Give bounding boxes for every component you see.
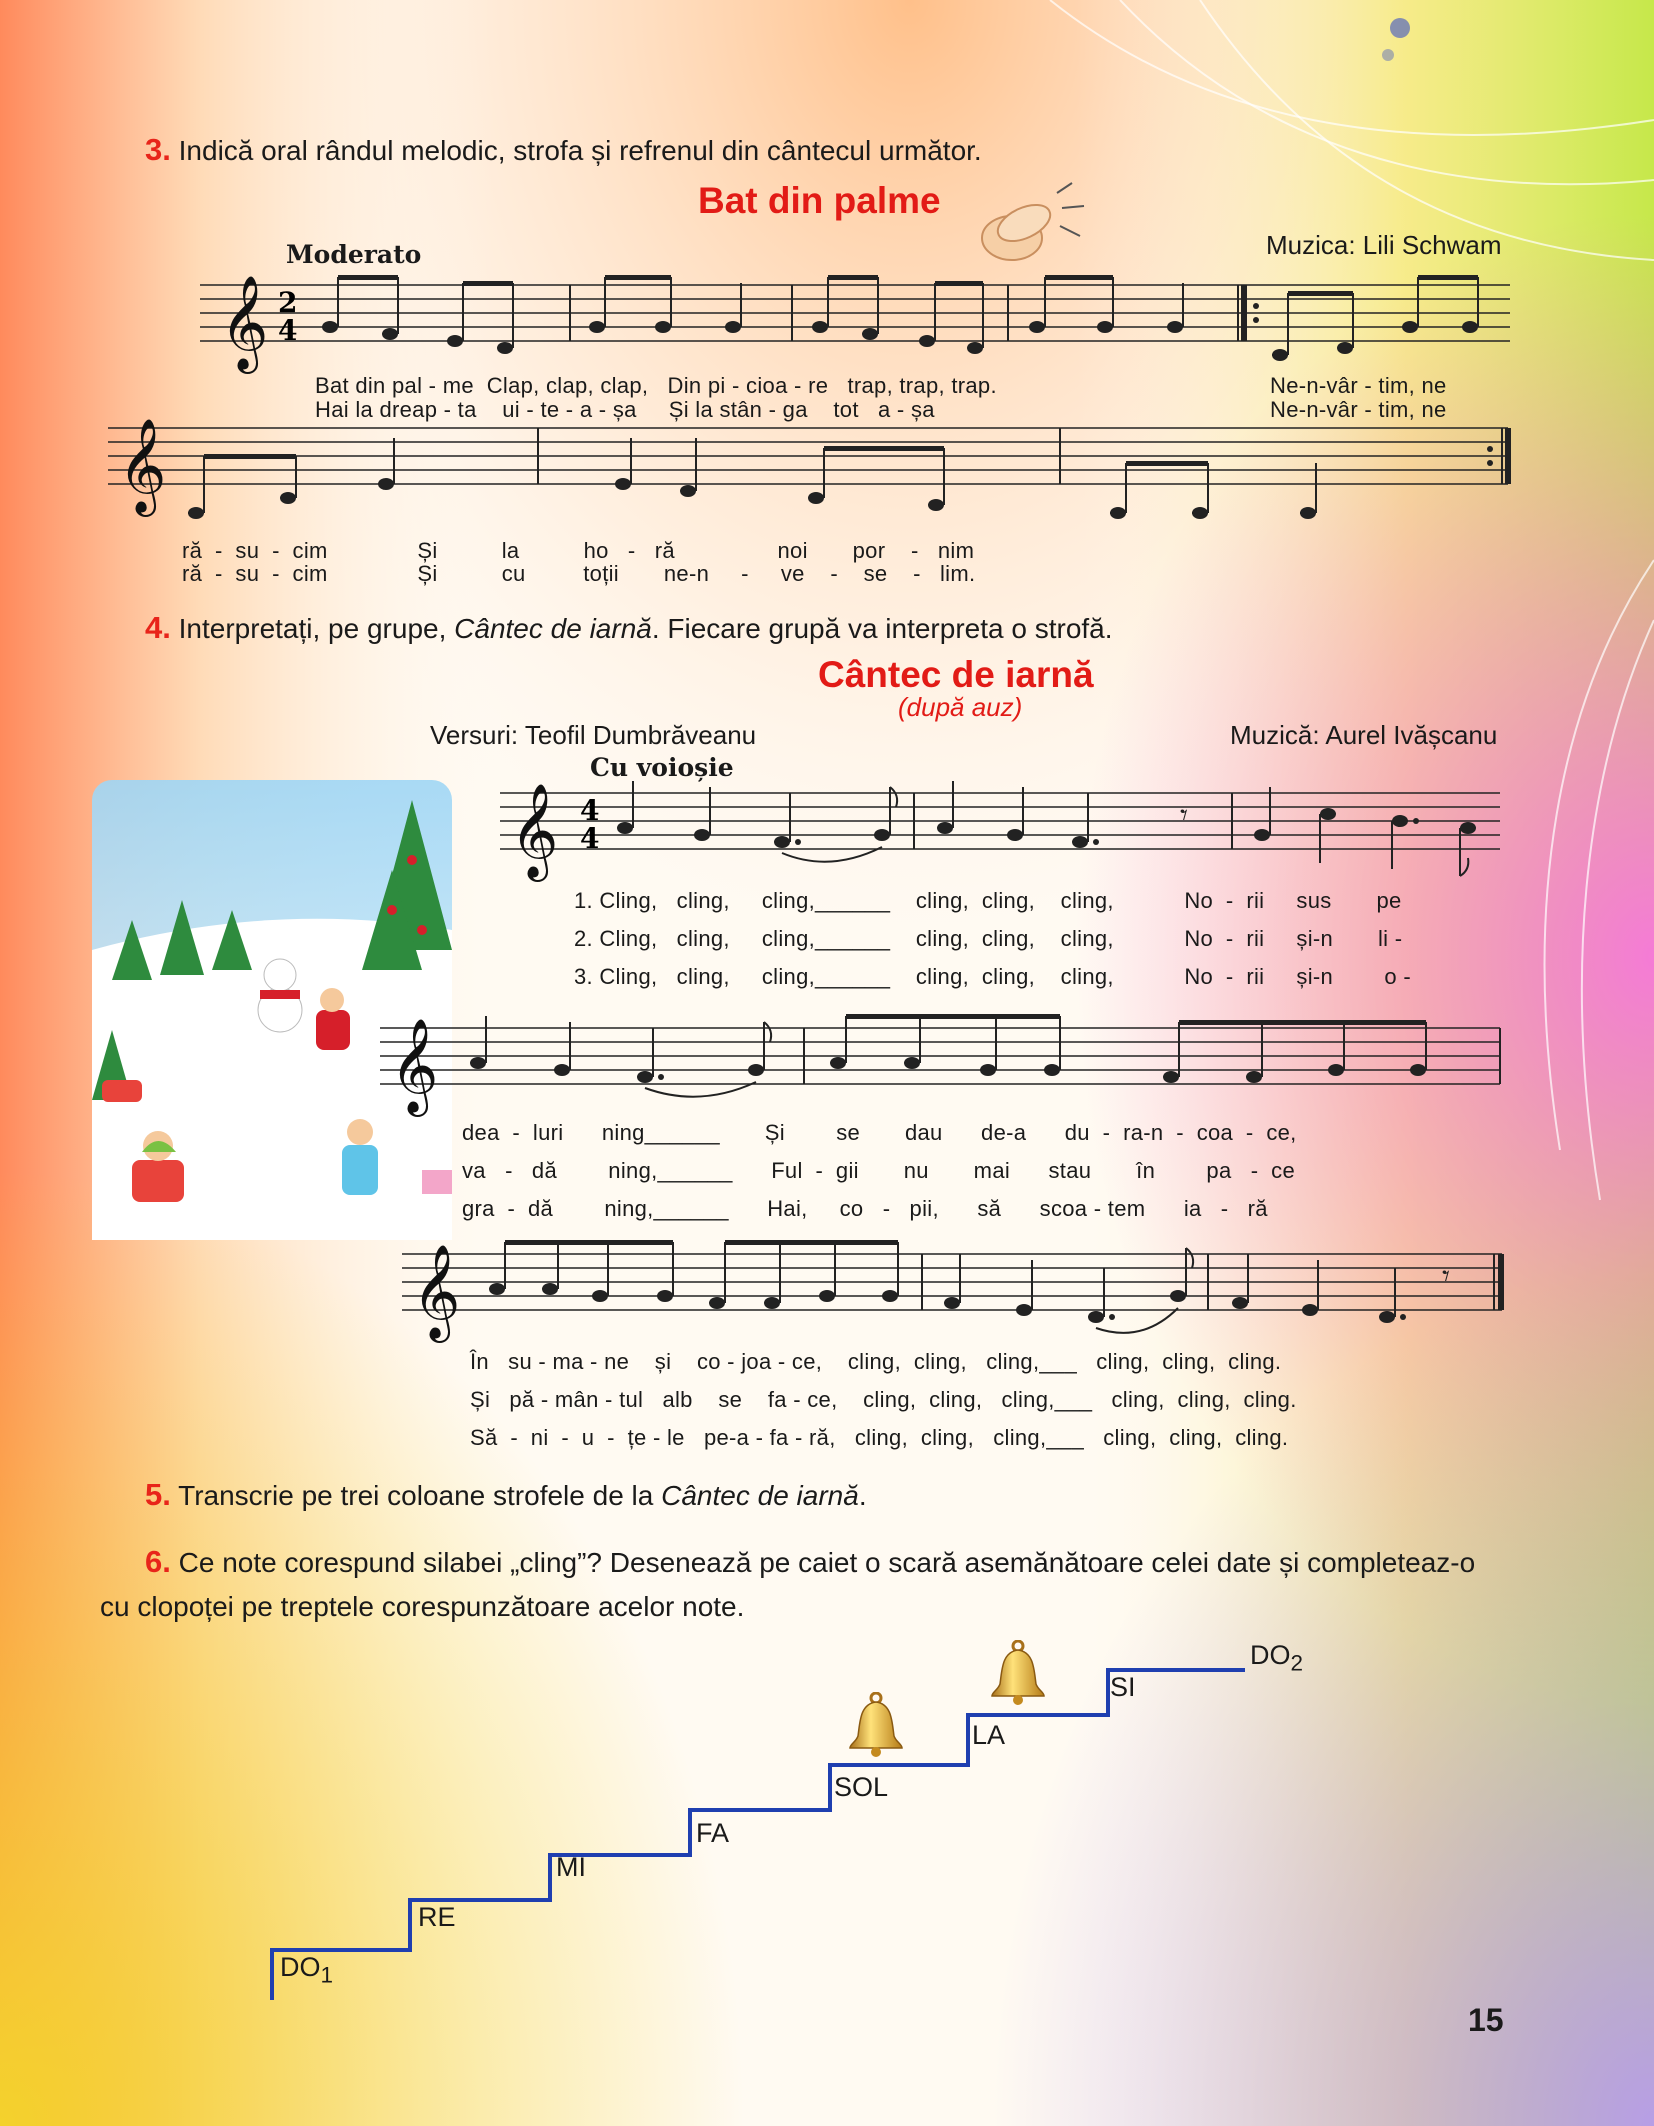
time-signature: 4 [278,314,298,347]
lyrics-line: Bat din pal - me Clap, clap, clap, Din pi - cioa - re trap, trap, trap. [315,373,997,398]
clapping-hands-icon [962,178,1092,273]
composer: Muzică: Aurel Ivășcanu [1230,720,1498,750]
step-label-la: LA [972,1720,1006,1750]
task-number: 6. [145,1544,171,1579]
step-label-re: RE [418,1902,456,1932]
music-staff [500,773,1510,883]
step-label-do1: $DO_1$ [280,1952,334,1988]
task-text: Ce note corespund silabei „cling”? Desenează pe caiet o scară asemănătoare celei date și completeaz-o [178,1547,1476,1578]
treble-clef-icon: 𝄞 [220,275,269,370]
task-text: . Fiecare grupă va interpreta o strofă. [651,613,1113,644]
lyrics-line: Hai la dreap - ta ui - te - a - șa Și la stân - ga tot a - șa [315,397,935,422]
song-title: Bat din palme [698,180,941,221]
treble-clef-icon: 𝄞 [118,418,167,513]
task-4 [145,611,1113,646]
tempo-marking: Moderato [286,240,422,269]
treble-clef-icon: 𝄞 [390,1018,439,1113]
lyrics-line: ră - su - cim Și cu toții ne-n - ve - se - lim. [182,561,976,586]
task-text: Transcrie pe trei coloane strofele de la [178,1480,654,1511]
song-reference: Cântec de iarnă [661,1480,859,1511]
step-label-si: SI [1110,1672,1136,1702]
treble-clef-icon: 𝄞 [412,1244,461,1339]
music-staff [380,1008,1510,1118]
note-scale-staircase [260,1630,1390,2010]
lyrics-line: dea - luri ning______ Și se dau de-a du - ra-n - coa - ce, [462,1120,1297,1145]
task-text: . [858,1480,867,1511]
lyrics-line: Și pă - mân - tul alb se fa - ce, cling, cling, cling,___ cling, cling, cling. [470,1387,1297,1412]
composer: Muzica: Lili Schwam [1266,230,1502,260]
task-5 [145,1478,867,1513]
task-number: 5. [145,1477,171,1512]
tempo-marking: Cu voioșie [590,753,734,782]
svg-text:𝄾: 𝄾 [1180,798,1188,833]
task-text: Indică oral rândul melodic, strofa și refrenul din cântecul următor. [178,135,982,166]
task-6 [100,1545,1540,1624]
time-signature: 2 [278,286,298,319]
lyrics-line: 3. Cling, cling, cling,______ cling, cling, cling, No - rii și-n o - [574,964,1411,989]
lyrics-line: ră - su - cim Și la ho - ră noi por - nim [182,538,975,563]
lyrics-line: Ne-n-vâr - tim, ne [1270,373,1447,398]
music-staff [108,408,1518,538]
lyrics-line: va - dă ning,______ Ful - gii nu mai stau în pa - ce [462,1158,1296,1183]
music-staff [200,265,1520,375]
music-staff [402,1234,1512,1344]
step-label-sol: SOL [834,1772,889,1802]
task-3 [145,133,982,168]
step-label-mi: MI [556,1852,586,1882]
treble-clef-icon: 𝄞 [510,783,559,878]
lyricist: Versuri: Teofil Dumbrăveanu [430,720,757,750]
staircase-line [272,1670,1245,2000]
song-subtitle: (după auz) [898,692,1023,722]
song-title: Cântec de iarnă [818,654,1094,695]
time-signature: 4 [580,822,600,855]
step-label-fa: FA [696,1818,730,1848]
task-text: Interpretați, pe grupe, [178,613,447,644]
bell-icon [848,1692,904,1758]
page-number: 15 [1468,2002,1504,2038]
time-signature: 4 [580,794,600,827]
task-text: cu clopoței pe treptele corespunzătoare acelor note. [100,1591,745,1622]
lyrics-line: În su - ma - ne și co - joa - ce, cling, cling, cling,___ cling, cling, cling. [470,1349,1282,1374]
lyrics-line: 2. Cling, cling, cling,______ cling, cling, cling, No - rii și-n li - [574,926,1403,951]
lyrics-line: Ne-n-vâr - tim, ne [1270,397,1447,422]
task-number: 4. [145,610,171,645]
lyrics-line: gra - dă ning,______ Hai, co - pii, să scoa - tem ia - ră [462,1196,1268,1221]
svg-text:𝄾: 𝄾 [1442,1259,1450,1294]
lyrics-line: 1. Cling, cling, cling,______ cling, cling, cling, No - rii sus pe [574,888,1402,913]
lyrics-line: Să - ni - u - țe - le pe-a - fa - ră, cling, cling, cling,___ cling, cling, cling. [470,1425,1289,1450]
task-number: 3. [145,132,171,167]
step-label-do2: $DO_2$ [1250,1640,1304,1676]
song-reference: Cântec de iarnă [454,613,652,644]
bell-icon [990,1640,1046,1706]
